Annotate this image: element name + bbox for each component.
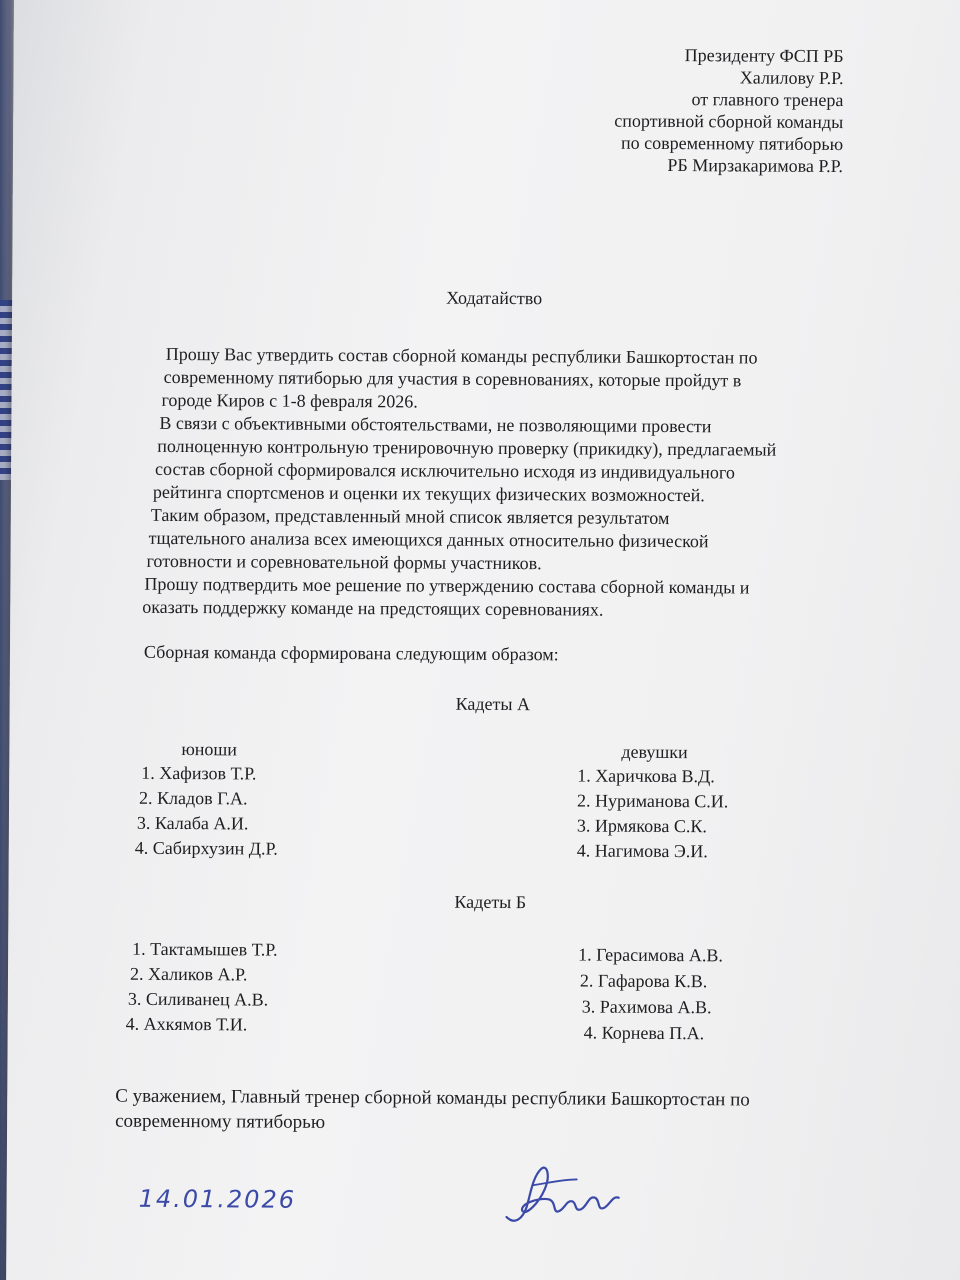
closing-line: С уважением, Главный тренер сборной команды республики Башкортостан по: [115, 1085, 750, 1111]
addressee-line: по современному пятиборью: [620, 132, 844, 155]
body-line: Прошу Вас утвердить состав сборной команды республики Башкортостан по: [165, 343, 758, 368]
cadets-b-boy: 2. Халиков А.Р.: [129, 963, 248, 985]
handwritten-date: 14.01.2026: [138, 1184, 297, 1214]
girls-heading: девушки: [621, 741, 688, 763]
body-line: Таким образом, представленный мной список является результатом: [150, 504, 670, 529]
cadets-a-girl: 1. Харичкова В.Д.: [577, 765, 715, 787]
document-page: [6, 0, 960, 1280]
addressee-line: спортивной сборной команды: [614, 110, 844, 133]
boys-heading: юноши: [181, 739, 238, 760]
addressee-line: РБ Мирзакаримова Р.Р.: [667, 154, 844, 177]
team-intro: Сборная команда сформирована следующим образом:: [143, 641, 559, 665]
cadets-b-girl: 2. Гафарова К.В.: [579, 970, 708, 992]
cadets-a-boy: 4. Сабирхузин Д.Р.: [134, 837, 278, 859]
body-line: полноценную контрольную тренировочную проверку (прикидку), предлагаемый: [157, 435, 777, 460]
cadets-a-boy: 3. Калаба А.И.: [136, 812, 249, 834]
document-title: Ходатайство: [446, 287, 543, 309]
cadets-a-girl: 3. Ирмякова С.К.: [576, 815, 707, 837]
cadets-b-girl: 3. Рахимова А.В.: [581, 996, 712, 1018]
cadets-a-girl: 2. Нуриманова С.И.: [577, 790, 729, 812]
addressee-line: от главного тренера: [691, 89, 844, 111]
cadets-a-boy: 1. Хафизов Т.Р.: [141, 762, 257, 784]
signature: [496, 1155, 626, 1236]
closing-line: современному пятиборью: [115, 1110, 326, 1133]
cadets-b-boy: 1. Тактамышев Т.Р.: [132, 938, 278, 960]
cadets-b-boy: 4. Ахкямов Т.И.: [125, 1013, 248, 1035]
body-line: тщательного анализа всех имеющихся данных относительно физической: [148, 527, 709, 552]
body-line: готовности и соревновательной формы участников.: [146, 550, 542, 574]
body-line: рейтинга спортсменов и оценки их текущих физических возможностей.: [152, 481, 705, 506]
cadets-b-heading: Кадеты Б: [454, 891, 527, 913]
cadets-a-girl: 4. Нагимова Э.И.: [576, 840, 708, 862]
cadets-a-heading: Кадеты А: [455, 693, 531, 715]
body-line: оказать поддержку команде на предстоящих соревнованиях.: [142, 596, 604, 620]
addressee-block: [614, 44, 844, 177]
cadets-b-girl: 4. Корнева П.А.: [583, 1022, 705, 1044]
cadets-b-girl: 1. Герасимова А.В.: [578, 944, 723, 966]
body-line: состав сборной сформировался исключительно исходя из индивидуального: [155, 458, 735, 483]
body-line: Прошу подтвердить мое решение по утверждению состава сборной команды и: [144, 573, 750, 598]
cadets-b-boy: 3. Силиванец А.В.: [127, 988, 269, 1010]
body-line: В связи с объективными обстоятельствами, не позволяющими провести: [159, 412, 712, 437]
cadets-a-boy: 2. Кладов Г.А.: [139, 787, 248, 809]
addressee-line: Президенту ФСП РБ: [684, 45, 844, 67]
addressee-line: Халилову Р.Р.: [739, 67, 844, 89]
body-line: городе Киров с 1-8 февраля 2026.: [161, 389, 418, 412]
body-line: современному пятиборью для участия в соревнованиях, которые пройдут в: [163, 366, 742, 391]
